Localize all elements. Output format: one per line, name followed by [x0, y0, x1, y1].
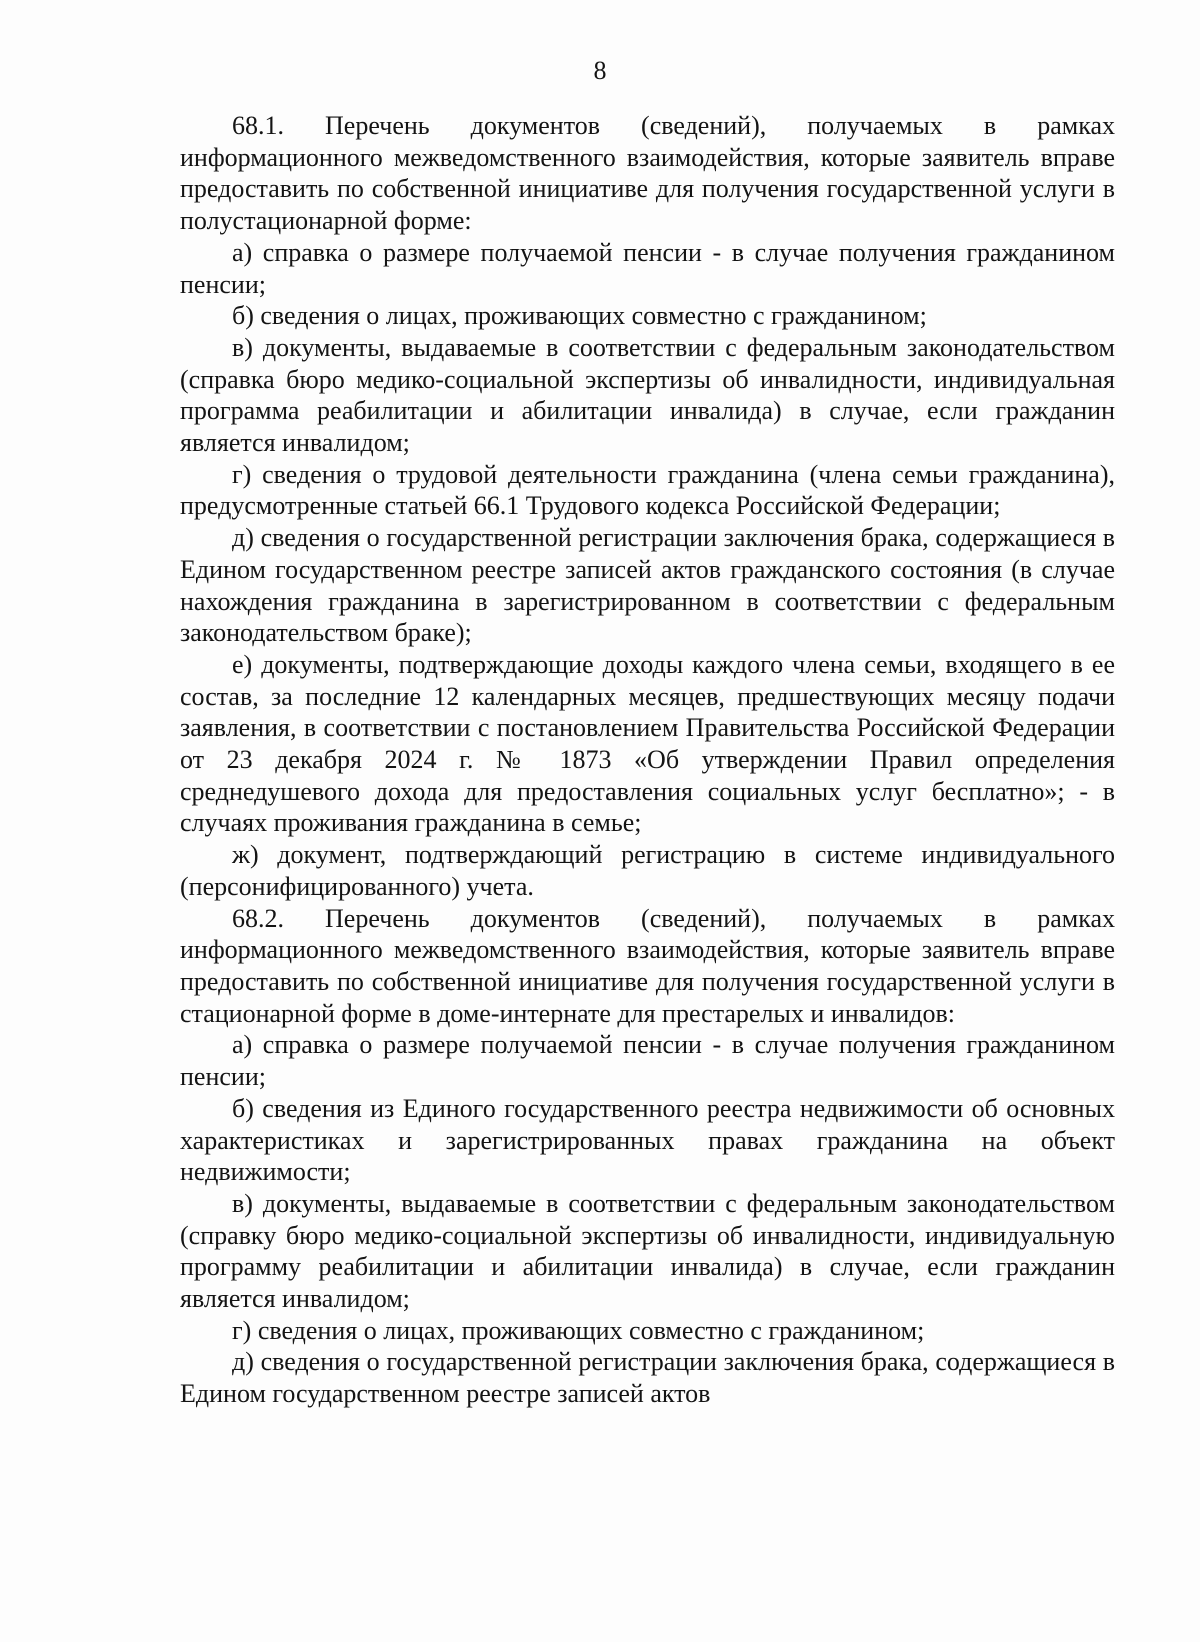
list-item-zh: ж) документ, подтверждающий регистрацию в системе индивидуального (персонифицированного) учета.	[180, 840, 1115, 901]
list-item-b: б) сведения о лицах, проживающих совместно с гражданином;	[232, 301, 927, 331]
list-item-g: г) сведения о трудовой деятельности гражданина (члена семьи гражданина), предусмотренные статьей 66.1 Трудового кодекса Российской Федерации;	[180, 459, 1115, 521]
list-item-g: г) сведения о лицах, проживающих совместно с гражданином;	[232, 1315, 925, 1345]
list-item-a: а) справка о размере получаемой пенсии - в случае получения гражданином пенсии;	[180, 1030, 1115, 1092]
document-body	[180, 110, 1115, 1410]
paragraph-68-2: 68.2. Перечень документов (сведений), получаемых в рамках информационного межведомственного взаимодействия, которые заявитель вправе предоставить по собственной инициативе для получения государственной услуги в стационарной форме в доме-интернате для престарелых и инвалидов:	[180, 903, 1115, 1028]
list-item-e: е) документы, подтверждающие доходы каждого члена семьи, входящего в ее состав, за последние 12 календарных месяцев, предшествующих месяцу подачи заявления, в соответствии с постановлением Правительства Российской Федерации от 23 декабря 2024 г. № 1873 «Об утверждении Правил определения среднедушевого дохода для предоставления социальных услуг бесплатно»; - в случаях проживания гражданина в семье;	[180, 649, 1115, 838]
list-item-v: в) документы, выдаваемые в соответствии с федеральным законодательством (справку бюро медико-социальной экспертизы об инвалидности, индивидуальную программу реабилитации и абилитации инвалида) в случае, если гражданин является инвалидом;	[180, 1188, 1115, 1314]
list-item-a: а) справка о размере получаемой пенсии - в случае получения гражданином пенсии;	[180, 237, 1115, 299]
list-item-b: б) сведения из Единого государственного реестра недвижимости об основных характеристиках и зарегистрированных правах гражданина на объект недвижимости;	[180, 1093, 1115, 1187]
page-number: 8	[593, 56, 607, 85]
list-item-d: д) сведения о государственной регистрации заключения брака, содержащиеся в Едином государственном реестре записей актов гражданского состояния (в случае нахождения гражданина в зарегистрированном в соответствии с федеральным законодательством браке);	[180, 523, 1115, 648]
paragraph-68-1: 68.1. Перечень документов (сведений), получаемых в рамках информационного межведомственного взаимодействия, которые заявитель вправе предоставить по собственной инициативе для получения государственной услуги в полустационарной форме:	[180, 111, 1115, 236]
list-item-v: в) документы, выдаваемые в соответствии с федеральным законодательством (справка бюро медико-социальной экспертизы об инвалидности, индивидуальная программа реабилитации и абилитации инвалида) в случае, если гражданин является инвалидом;	[180, 332, 1115, 458]
list-item-d: д) сведения о государственной регистрации заключения брака, содержащиеся в Едином государственном реестре записей актов	[180, 1347, 1115, 1409]
